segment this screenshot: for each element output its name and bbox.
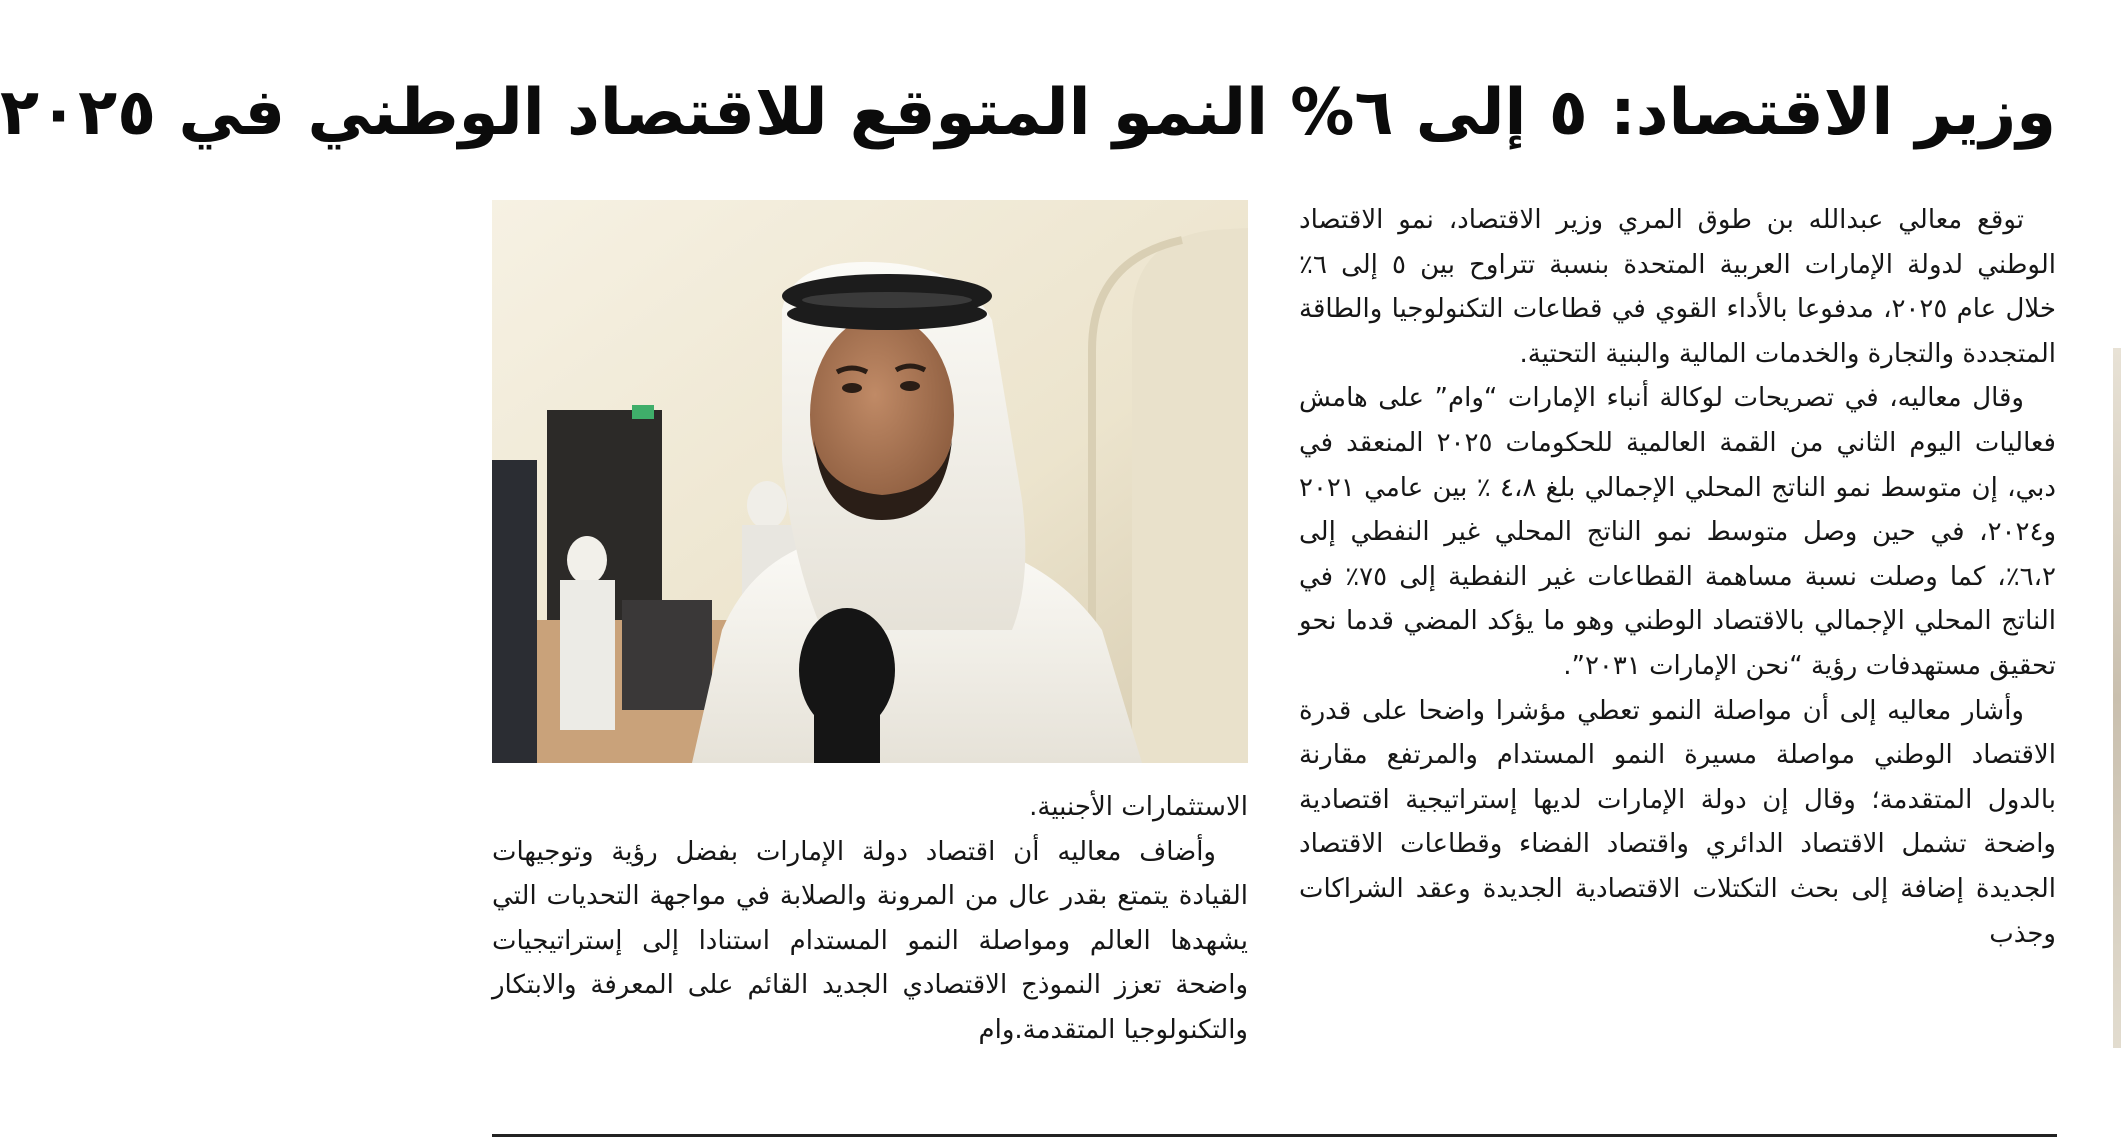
article-body-left-column [492, 785, 1248, 1100]
article-body-right-column [1299, 198, 2056, 1093]
adjacent-page-edge [2113, 348, 2121, 1048]
article-paragraph: وأشار معاليه إلى أن مواصلة النمو تعطي مؤشرا واضحا على قدرة الاقتصاد الوطني مواصلة مسيرة النمو المستدام والمرتفع مقارنة بالدول المتقدمة؛ وقال إن دولة الإمارات لديها إستراتيجية اقتصادية واضحة تشمل الاقتصاد الدائري واقتصاد الفضاء وقطاعات الاقتصاد الجديدة إضافة إلى بحث التكتلات الاقتصادية الجديدة وعقد الشراكات وجذب [1299, 695, 2056, 949]
headline: وزير الاقتصاد: ٥ إلى ٦% النمو المتوقع للاقتصاد الوطني في ٢٠٢٥ [0, 76, 2056, 150]
article-paragraph: الاستثمارات الأجنبية. [1029, 792, 1248, 822]
article-paragraph: وقال معاليه، في تصريحات لوكالة أنباء الإمارات “وام” على هامش فعاليات اليوم الثاني من القمة العالمية للحكومات ٢٠٢٥ المنعقد في دبي، إن متوسط نمو الناتج المحلي الإجمالي بلغ ٤،٨ ٪ بين عامي ٢٠٢١ و٢٠٢٤، في حين وصل متوسط نمو الناتج المحلي غير النفطي إلى ٦،٢٪، كما وصلت نسبة مساهمة القطاعات غير النفطية إلى ٧٥٪ في الناتج المحلي الإجمالي بالاقتصاد الوطني وهو ما يؤكد المضي قدما نحو تحقيق مستهدفات رؤية “نحن الإمارات ٢٠٣١”. [1299, 383, 2056, 681]
article-paragraph: وأضاف معاليه أن اقتصاد دولة الإمارات بفضل رؤية وتوجيهات القيادة يتمتع بقدر عال من المرونة والصلابة في مواجهة التحديات التي يشهدها العالم ومواصلة النمو المستدام استنادا إلى إستراتيجيات واضحة تعزز النموذج الاقتصادي الجديد القائم على المعرفة والابتكار والتكنولوجيا المتقدمة.وام [492, 836, 1248, 1045]
bottom-rule [492, 1134, 2057, 1137]
minister-photo-illustration [492, 200, 1248, 763]
article-paragraph: توقع معالي عبدالله بن طوق المري وزير الاقتصاد، نمو الاقتصاد الوطني لدولة الإمارات العربية المتحدة بنسبة تتراوح بين ٥ إلى ٦٪ خلال عام ٢٠٢٥، مدفوعا بالأداء القوي في قطاعات التكنولوجيا والطاقة المتجددة والتجارة والخدمات المالية والبنية التحتية. [1299, 205, 2056, 369]
article-photo [492, 200, 1248, 763]
